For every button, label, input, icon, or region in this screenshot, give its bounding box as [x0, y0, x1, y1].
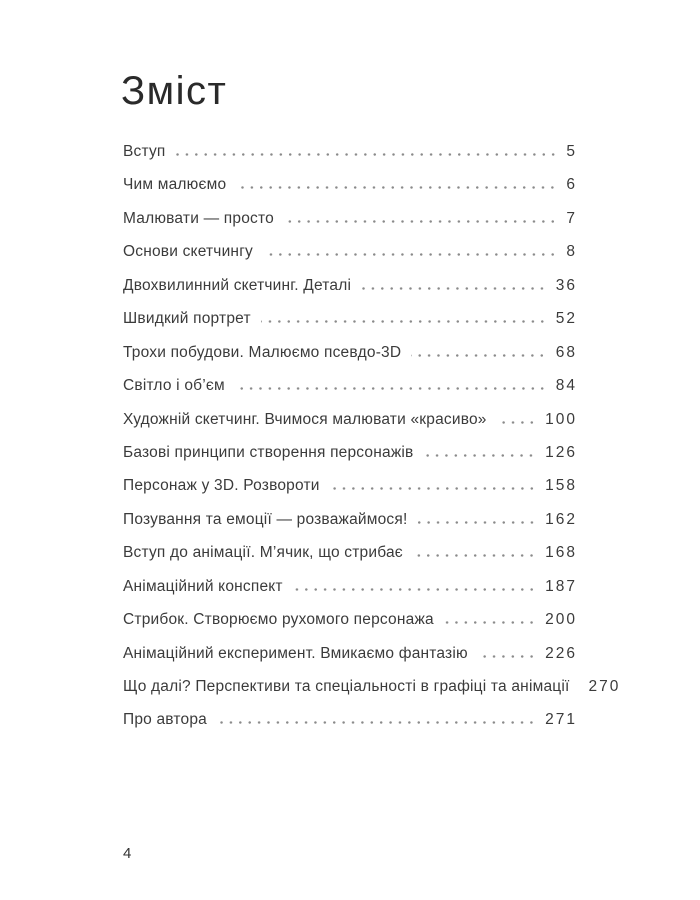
toc-entry-label: Світло і об’єм	[123, 377, 225, 395]
dot-leader	[411, 354, 546, 357]
folio-page-number: 4	[123, 845, 132, 862]
toc-entry-label: Основи скетчингу	[123, 243, 253, 261]
dot-leader	[478, 655, 536, 658]
toc-entry	[123, 536, 575, 569]
toc-entry-page-number: 8	[566, 243, 577, 261]
dot-leader	[330, 487, 537, 490]
dot-leader	[413, 554, 536, 557]
toc-entry	[123, 235, 575, 268]
dot-leader	[176, 153, 558, 156]
toc-entry-label: Чим малюємо	[123, 176, 227, 194]
toc-entry-label: Малювати — просто	[123, 209, 274, 227]
dot-leader	[497, 421, 537, 424]
toc-entry-page-number: 270	[588, 678, 621, 695]
toc-entry-label: Позування та емоції — розважаймося!	[123, 510, 408, 528]
toc-entry-page-number: 168	[545, 544, 577, 562]
toc-entry-label: Стрибок. Створюємо рухомого персонажа	[123, 611, 434, 629]
toc-entry	[123, 703, 575, 736]
dot-leader	[418, 521, 537, 524]
toc-entry-page-number: 158	[545, 477, 577, 495]
toc-entry-label: Вступ	[123, 143, 166, 160]
toc-entry	[123, 336, 575, 369]
toc-entry-page-number: 162	[545, 510, 577, 528]
toc-entry-label: Про автора	[123, 711, 207, 729]
toc-entry-page-number: 271	[545, 711, 577, 729]
toc-entry-page-number: 126	[545, 443, 577, 461]
dot-leader	[261, 320, 547, 323]
toc-entry	[123, 202, 575, 235]
toc-entry	[123, 302, 575, 335]
page-title: Зміст	[121, 69, 228, 113]
toc-entry-page-number: 100	[545, 410, 577, 428]
toc-entry-label: Що далі? Перспективи та спеціальності в графіці та анімації	[123, 678, 570, 695]
toc-entry-label: Персонаж у 3D. Розвороти	[123, 477, 320, 495]
toc-entry	[123, 503, 575, 536]
toc-entry-page-number: 52	[555, 310, 577, 328]
toc-entry-label: Швидкий портрет	[123, 310, 251, 328]
toc-entry-page-number: 5	[566, 143, 577, 160]
dot-leader	[423, 454, 536, 457]
dot-leader	[217, 721, 536, 724]
toc-entry-page-number: 36	[555, 276, 577, 294]
toc-entry-label: Базові принципи створення персонажів	[123, 443, 414, 461]
toc-entry	[123, 436, 575, 469]
toc-entry	[123, 168, 575, 201]
dot-leader	[293, 588, 536, 591]
dot-leader	[284, 220, 557, 223]
toc-entry-label: Трохи побудови. Малюємо псевдо-3D	[123, 343, 402, 361]
toc-entry-label: Художній скетчинг. Вчимося малювати «красиво»	[123, 410, 487, 428]
dot-leader	[236, 186, 557, 189]
toc-entry	[123, 403, 575, 436]
toc-entry-label: Анімаційний конспект	[123, 577, 283, 595]
toc-entry	[123, 603, 575, 636]
toc-entry-page-number: 226	[545, 644, 577, 662]
toc-entry	[123, 637, 575, 670]
toc-entry	[123, 269, 575, 302]
toc-entry-page-number: 7	[566, 209, 577, 227]
toc-entry-page-number: 6	[566, 176, 577, 194]
toc-entry	[123, 469, 575, 502]
toc-entry-page-number: 68	[555, 343, 577, 361]
toc-list	[123, 135, 621, 737]
toc-entry-page-number: 84	[555, 377, 577, 395]
toc-entry-label: Анімаційний експеримент. Вмикаємо фантазію	[123, 644, 468, 662]
toc-entry-label: Двохвилинний скетчинг. Деталі	[123, 276, 352, 294]
toc-entry-page-number: 187	[545, 577, 577, 595]
toc-entry	[123, 135, 575, 168]
toc-entry-page-number: 200	[545, 611, 577, 629]
toc-entry	[123, 670, 621, 703]
toc-entry	[123, 570, 575, 603]
dot-leader	[361, 287, 547, 290]
dot-leader	[235, 387, 547, 390]
dot-leader	[444, 621, 536, 624]
toc-entry-label: Вступ до анімації. М’ячик, що стрибає	[123, 544, 403, 562]
toc-entry	[123, 369, 575, 402]
dot-leader	[263, 253, 557, 256]
